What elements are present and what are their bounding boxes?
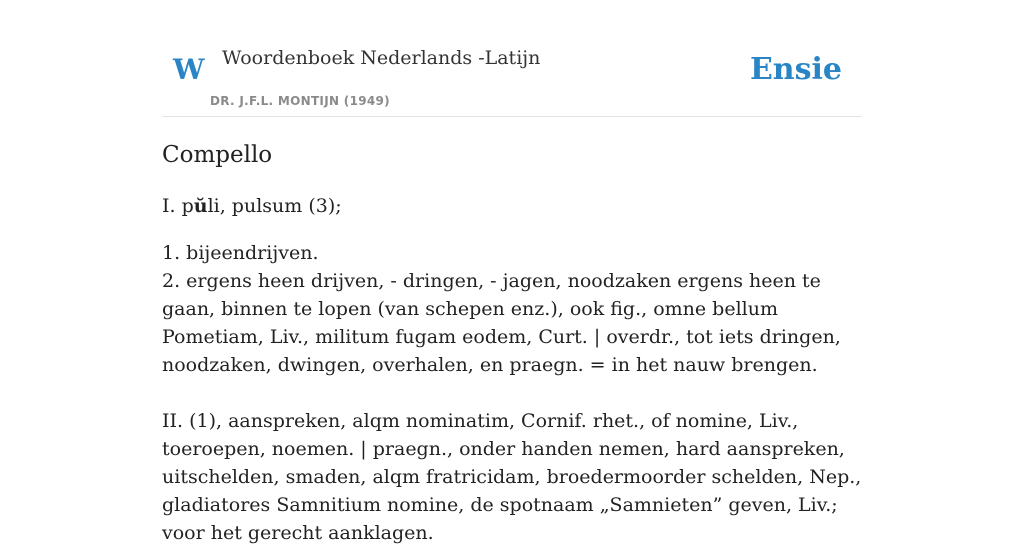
grammar-bold: ŭ bbox=[193, 195, 208, 217]
definition-1: 1. bijeendrijven. bbox=[162, 242, 319, 264]
grammar-prefix: I. p bbox=[162, 195, 194, 217]
dictionary-author: DR. J.F.L. MONTIJN (1949) bbox=[210, 94, 390, 108]
page bbox=[162, 0, 862, 544]
entry-grammar bbox=[162, 192, 342, 220]
definition-2: 2. ergens heen drijven, - dringen, - jagen, noodzaken ergens heen te gaan, binnen te lopen (van schepen enz.), ook fig., omne bellum Pometiam, Liv., militum fugam eodem, Curt. | overdr., tot iets dringen, noodzaken, dwingen, overhalen, en praegn. = in het nauw brengen. bbox=[162, 270, 841, 376]
dictionary-header bbox=[162, 0, 862, 117]
definition-3: II. (1), aanspreken, alqm nominatim, Cornif. rhet., of nomine, Liv., toeroepen, noemen. | praegn., onder handen nemen, hard aanspreken, uitschelden, smaden, alqm fratricidam, broedermoorder schelden, Nep., gladiatores Samnitium nomine, de spotnaam „Samnieten” geven, Liv.; voor het gerecht aanklagen. bbox=[162, 410, 862, 544]
definition-spacer bbox=[162, 379, 862, 407]
entry-title: Compello bbox=[162, 142, 273, 168]
grammar-suffix: li, pulsum (3); bbox=[207, 195, 342, 217]
dictionary-title[interactable]: Woordenboek Nederlands -Latijn bbox=[222, 47, 541, 69]
entry-definitions bbox=[162, 239, 862, 547]
dictionary-logo-icon: W bbox=[173, 53, 205, 86]
brand-logo-link[interactable]: Ensie bbox=[749, 52, 842, 87]
